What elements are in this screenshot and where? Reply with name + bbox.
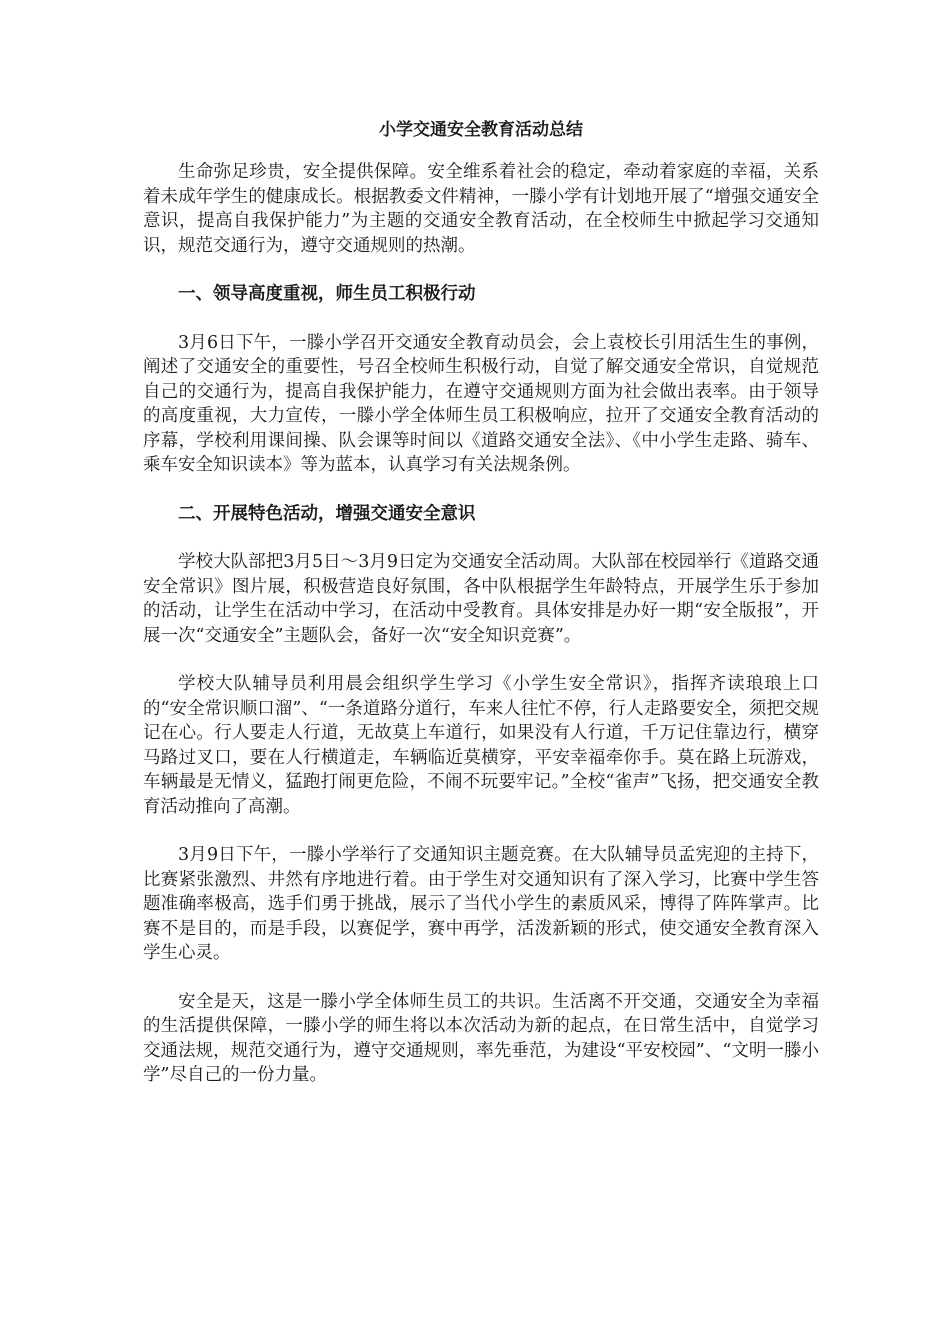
document-body (143, 118, 819, 1112)
body-paragraph: 学校大队部把3月5日～3月9日定为交通安全活动周。大队部在校园举行《道路交通安全常识》图片展，积极营造良好氛围，各中队根据学生年龄特点，开展学生乐于参加的活动，让学生在活动中学习，在活动中受教育。具体安排是办好一期“安全版报”，开展一次“交通安全”主题队会，备好一次“安全知识竞赛”。 (143, 552, 819, 646)
section-heading-1: 一、领导高度重视，师生员工积极行动 (178, 284, 476, 304)
body-paragraph: 学校大队辅导员利用晨会组织学生学习《小学生安全常识》，指挥齐读琅琅上口的“安全常识顺口溜”、“一条道路分道行，车来人往忙不停，行人走路要安全，须把交规记在心。行人要走人行道，无故莫上车道行，如果没有人行道，千万记住靠边行，横穿马路过叉口，要在人行横道走，车辆临近莫横穿，平安幸福牵你手。莫在路上玩游戏，车辆最是无情义，猛跑打闹更危险，不闹不玩要牢记。”全校“雀声”飞扬，把交通安全教育活动推向了高潮。 (143, 674, 819, 817)
intro-paragraph: 生命弥足珍贵，安全提供保障。安全维系着社会的稳定，牵动着家庭的幸福，关系着未成年学生的健康成长。根据教委文件精神，一滕小学有计划地开展了“增强交通安全意识，提高自我保护能力”为主题的交通安全教育活动，在全校师生中掀起学习交通知识，规范交通行为，遵守交通规则的热潮。 (143, 162, 819, 256)
closing-paragraph: 安全是天，这是一滕小学全体师生员工的共识。生活离不开交通，交通安全为幸福的生活提供保障，一滕小学的师生将以本次活动为新的起点，在日常生活中，自觉学习交通法规，规范交通行为，遵守交通规则，率先垂范，为建设“平安校园”、“文明一滕小学”尽自己的一份力量。 (143, 991, 819, 1085)
body-paragraph: 3月9日下午，一滕小学举行了交通知识主题竞赛。在大队辅导员孟宪迎的主持下，比赛紧张激烈、井然有序地进行着。由于学生对交通知识有了深入学习，比赛中学生答题准确率极高，选手们勇于挑战，展示了当代小学生的素质风采，博得了阵阵掌声。比赛不是目的，而是手段，以赛促学，赛中再学，活泼新颖的形式，使交通安全教育深入学生心灵。 (143, 845, 819, 963)
body-paragraph: 3月6日下午，一滕小学召开交通安全教育动员会，会上袁校长引用活生生的事例，阐述了交通安全的重要性，号召全校师生积极行动，自觉了解交通安全常识，自觉规范自己的交通行为，提高自我保护能力，在遵守交通规则方面为社会做出表率。由于领导的高度重视，大力宣传，一滕小学全体师生员工积极响应，拉开了交通安全教育活动的序幕，学校利用课间操、队会课等时间以《道路交通安全法》、《中小学生走路、骑车、乘车安全知识读本》等为蓝本，认真学习有关法规条例。 (143, 332, 819, 475)
section-heading-2: 二、开展特色活动，增强交通安全意识 (178, 503, 476, 524)
document-title: 小学交通安全教育活动总结 (379, 120, 583, 140)
